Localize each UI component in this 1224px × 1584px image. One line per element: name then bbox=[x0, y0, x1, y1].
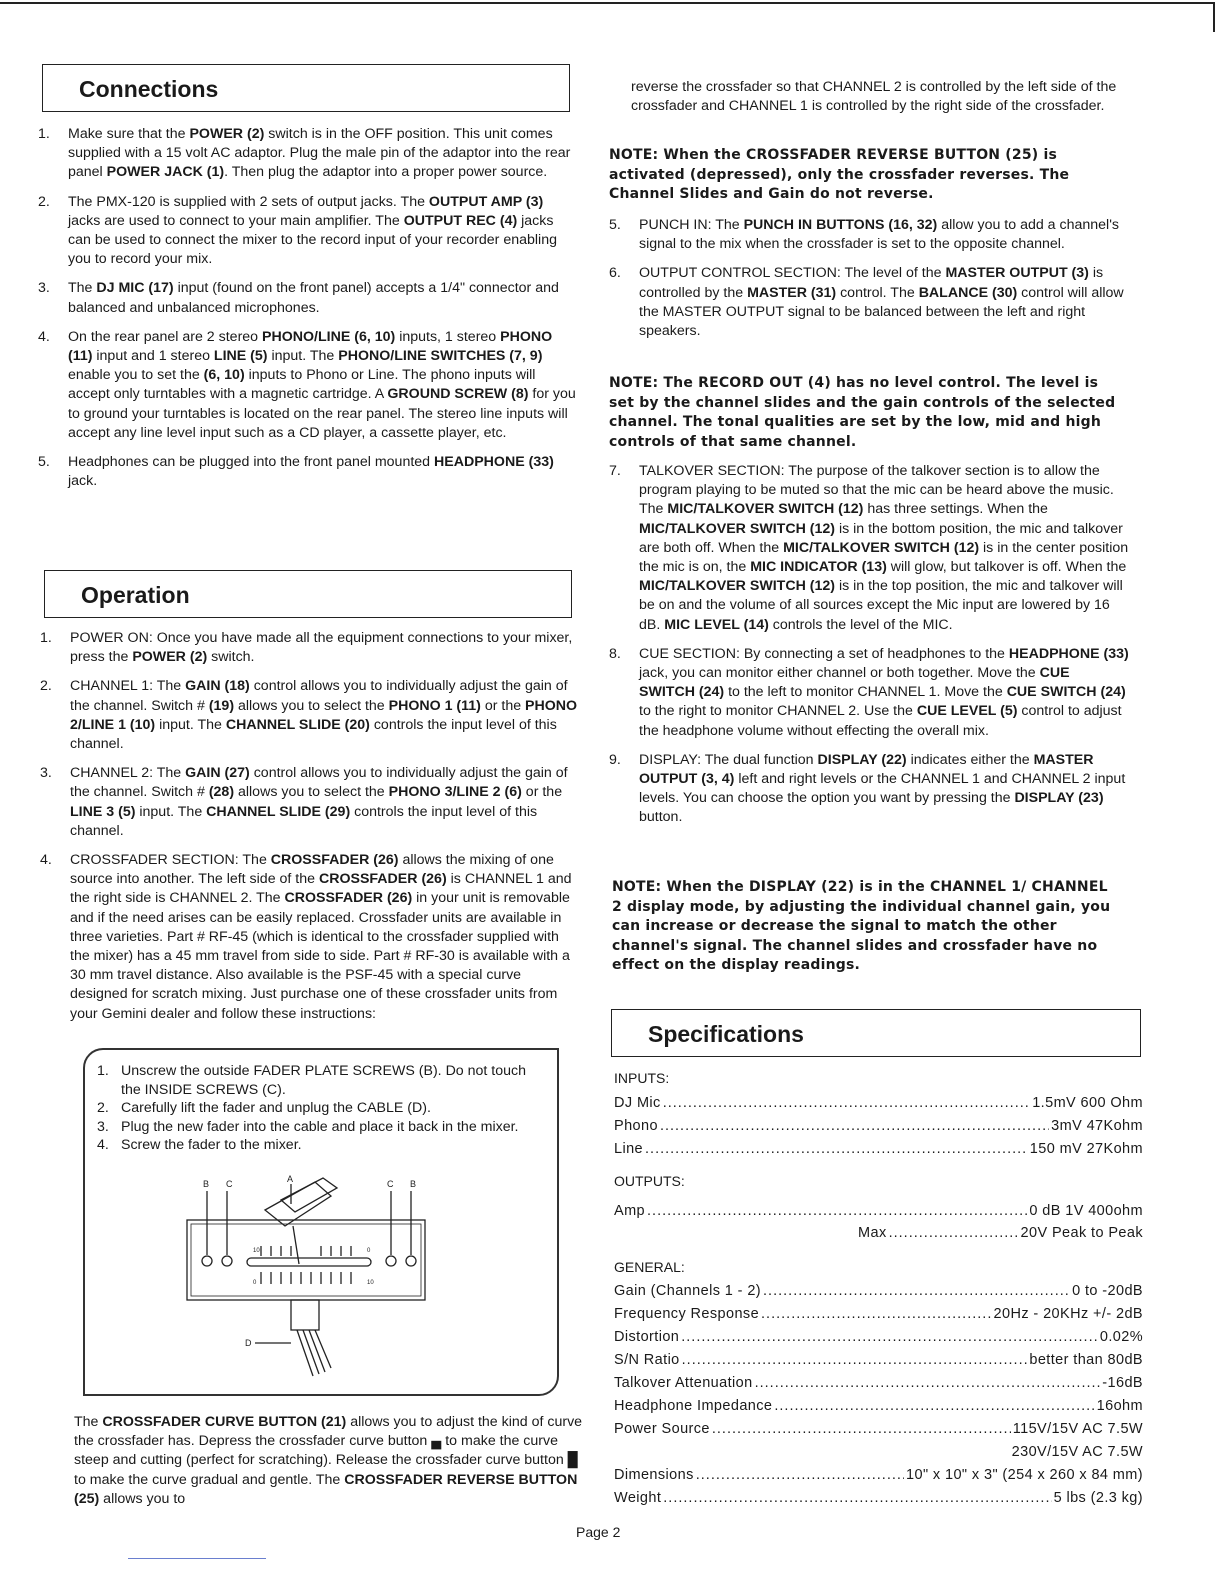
spec-name: Power Source bbox=[614, 1421, 710, 1437]
text-run: controls the level of the MIC. bbox=[768, 616, 953, 633]
connections-item bbox=[38, 125, 578, 183]
text-run: inputs to Phono or Line. The phono inputs will accept only turntables with a magnetic cartridge. A bbox=[68, 367, 536, 403]
spec-value: 16ohm bbox=[1096, 1398, 1143, 1414]
text-run: control allows you to individually adjust the gain of the channel. Switch # bbox=[70, 765, 568, 801]
spec-value: 1.5mV 600 Ohm bbox=[1032, 1095, 1143, 1111]
bold-term: PHONO (11) bbox=[68, 328, 553, 365]
spec-row bbox=[614, 1117, 1143, 1136]
specifications-heading bbox=[611, 1009, 1141, 1057]
spec-name: Headphone Impedance bbox=[614, 1398, 773, 1414]
text-run: jacks are used to connect to your main amplifier. The bbox=[68, 212, 404, 229]
spec-name: DJ Mic bbox=[614, 1095, 661, 1111]
outputs-label: OUTPUTS: bbox=[614, 1173, 685, 1189]
text-run: will glow, but talkover is off. When the bbox=[886, 559, 1127, 576]
text-run: input (found on the front panel) accepts a 1/4" connector and balanced and unbalanced microphones. bbox=[68, 280, 559, 316]
operation-item bbox=[40, 764, 580, 841]
step-text: Screw the fader to the mixer. bbox=[121, 1137, 302, 1153]
bold-term: MASTER OUTPUT (3, 4) bbox=[639, 751, 1094, 788]
bold-term: GAIN (27) bbox=[185, 765, 250, 782]
text-run: The PMX-120 is supplied with 2 sets of output jacks. The bbox=[68, 193, 429, 210]
spec-row bbox=[614, 1397, 1143, 1416]
bold-term: PHONO/LINE SWITCHES (7, 9) bbox=[338, 348, 543, 365]
spec-name: Frequency Response bbox=[614, 1306, 760, 1322]
text-run: CROSSFADER SECTION: The bbox=[70, 852, 271, 869]
dot-leader bbox=[682, 1351, 1028, 1370]
bottom-link-rule bbox=[128, 1558, 266, 1559]
bold-term: CHANNEL SLIDE (29) bbox=[206, 803, 351, 820]
bold-term: PHONO/LINE (6, 10) bbox=[262, 328, 396, 345]
spec-value: 10" x 10" x 3" (254 x 260 x 84 mm) bbox=[906, 1467, 1143, 1483]
bold-term: CROSSFADER (26) bbox=[318, 871, 447, 888]
screw-b-right bbox=[406, 1256, 416, 1266]
note-record-out: NOTE: The RECORD OUT (4) has no level control. The level is set by the channel slides and the gain controls of the selected channel. The tonal qualities are set by the low, mid and high controls of that same channel. bbox=[609, 375, 1116, 450]
operation-list bbox=[40, 629, 580, 1034]
connections-title: Connections bbox=[79, 76, 219, 102]
operation-item bbox=[40, 629, 580, 667]
dot-leader bbox=[647, 1202, 1027, 1221]
text-run: control allows you to individually adjust the gain of the channel. Switch # bbox=[70, 678, 568, 714]
text-run: control. The bbox=[836, 284, 919, 301]
label-10-left: 10 bbox=[253, 1248, 260, 1254]
text-run: DISPLAY: The dual function bbox=[639, 751, 818, 768]
text-run: On the rear panel are 2 stereo bbox=[68, 328, 263, 345]
bold-term: CROSSFADER CURVE BUTTON (21) bbox=[102, 1414, 347, 1430]
text-run: TALKOVER SECTION: The purpose of the talkover section is to allow the program playing to be muted so that the mic can be heard above the music. The bbox=[639, 463, 1114, 518]
text-run: to make the curve steep and cutting (perfect for scratching). Release the crossfader curve button bbox=[74, 1433, 568, 1469]
bold-term: HEADPHONE (33) bbox=[434, 454, 554, 471]
operation-item bbox=[609, 751, 1129, 828]
text-run: enable you to set the bbox=[68, 367, 204, 384]
dot-leader bbox=[712, 1420, 1011, 1439]
specifications-title: Specifications bbox=[648, 1021, 804, 1047]
text-run: Make sure that the bbox=[68, 126, 190, 142]
text-run: is controlled by the bbox=[639, 265, 1104, 301]
text-run: input and 1 stereo bbox=[92, 348, 214, 365]
text-run: indicates either the bbox=[906, 751, 1034, 768]
text-run: to make the curve gradual and gentle. The bbox=[74, 1471, 345, 1488]
dot-leader bbox=[663, 1489, 1051, 1508]
bold-term: GAIN (18) bbox=[185, 678, 250, 695]
label-b-left: B bbox=[203, 1179, 210, 1189]
note-crossfader-reverse: NOTE: When the CROSSFADER REVERSE BUTTON (25) is activated (depressed), only the crossfader reverses. The Channel Slides and Gain do not reverse. bbox=[609, 147, 1070, 202]
item-number: 2. bbox=[38, 193, 50, 210]
screw-b-left bbox=[202, 1256, 212, 1266]
bold-term: HEADPHONE (33) bbox=[1008, 645, 1129, 662]
connections-item bbox=[38, 328, 578, 443]
screw-c-right bbox=[386, 1256, 396, 1266]
bold-term: CROSSFADER (26) bbox=[270, 852, 399, 869]
item-number: 6. bbox=[609, 265, 621, 282]
spec-name: S/N Ratio bbox=[614, 1352, 680, 1368]
inputs-label: INPUTS: bbox=[614, 1070, 670, 1086]
dot-leader bbox=[761, 1305, 992, 1324]
step-number: 4. bbox=[97, 1137, 109, 1153]
text-run: control to adjust the headphone volume without effecting the overall mix. bbox=[639, 703, 1122, 739]
label-c-right: C bbox=[387, 1179, 394, 1189]
text-run: to the right to monitor CHANNEL 2. Use the bbox=[639, 703, 917, 720]
spec-value: 20V Peak to Peak bbox=[1020, 1225, 1143, 1241]
item-number: 2. bbox=[40, 678, 52, 695]
bold-term: CUE LEVEL (5) bbox=[916, 703, 1018, 720]
spec-row bbox=[614, 1466, 1143, 1485]
label-0-right: 0 bbox=[367, 1248, 371, 1254]
spec-value: 5 lbs (2.3 kg) bbox=[1053, 1490, 1143, 1506]
bold-term: PHONO 1 (11) bbox=[388, 697, 481, 714]
spec-name: Distortion bbox=[614, 1329, 680, 1345]
text-run: jack, you can monitor either channel or both together. Move the bbox=[639, 665, 1040, 682]
operation-list-continued-2 bbox=[609, 462, 1129, 838]
text-run: is in the top position, the mic and talkover will be on and the volume of all sources except the Mic input are lowered by 16 dB. bbox=[639, 578, 1123, 633]
connections-heading bbox=[42, 64, 570, 112]
spec-value: 0 to -20dB bbox=[1072, 1283, 1143, 1299]
operation-item bbox=[40, 677, 580, 754]
text-run: is CHANNEL 1 and the right side is CHANNEL 2. The bbox=[70, 871, 572, 907]
bold-term: POWER (2) bbox=[132, 649, 208, 666]
text-run: allow you to add a channel's signal to the mix when the crossfader is set to the opposite channel. bbox=[639, 217, 1120, 253]
cable-wires bbox=[297, 1330, 331, 1376]
spec-row bbox=[614, 1282, 1143, 1301]
item-number: 8. bbox=[609, 645, 621, 662]
bold-term: ▄ bbox=[431, 1433, 442, 1450]
label-a-top: A bbox=[287, 1174, 294, 1184]
connections-item bbox=[38, 453, 578, 491]
note-display: NOTE: When the DISPLAY (22) is in the CHANNEL 1/ CHANNEL 2 display mode, by adjusting the individual channel gain, you can increase or decrease the signal to match the other channel's signal. The channel slides and crossfader have no effect on the display readings. bbox=[612, 879, 1111, 973]
spec-name: Max bbox=[858, 1225, 887, 1241]
cable-connector bbox=[291, 1300, 319, 1330]
connections-item bbox=[38, 193, 578, 270]
label-d: D bbox=[245, 1338, 252, 1348]
bold-term: LINE (5) bbox=[213, 348, 268, 365]
dot-leader bbox=[889, 1224, 1019, 1243]
dot-leader bbox=[763, 1282, 1070, 1301]
spec-value: 230V/15V AC 7.5W bbox=[1011, 1444, 1143, 1460]
operation-list-continued bbox=[609, 216, 1129, 351]
text-run: is in the center position the mic is on, the bbox=[639, 539, 1129, 576]
bold-term: DISPLAY (22) bbox=[817, 751, 907, 768]
dot-leader bbox=[660, 1117, 1049, 1136]
bold-term: PUNCH IN BUTTONS (16, 32) bbox=[743, 217, 938, 233]
text-run: switch is in the OFF position. This unit comes supplied with a 15 volt AC adaptor. Plug the male pin of the adaptor into the rear panel bbox=[68, 126, 571, 181]
text-run: input. The bbox=[135, 803, 207, 820]
screw-c-left bbox=[222, 1256, 232, 1266]
text-run: POWER ON: Once you have made all the equipment connections to your mixer, press the bbox=[70, 630, 573, 666]
bold-term: MIC/TALKOVER SWITCH (12) bbox=[667, 501, 864, 518]
spec-row bbox=[858, 1224, 1143, 1243]
operation-title: Operation bbox=[81, 582, 190, 608]
text-run: allows you to bbox=[99, 1490, 186, 1507]
operation-item bbox=[40, 851, 580, 1024]
spec-row bbox=[614, 1420, 1143, 1439]
item-number: 3. bbox=[38, 280, 50, 297]
bold-term: GROUND SCREW (8) bbox=[387, 386, 529, 403]
spec-row bbox=[614, 1305, 1143, 1324]
text-run: CHANNEL 2: The bbox=[70, 765, 186, 782]
bold-term: CUE SWITCH (24) bbox=[639, 665, 1070, 701]
text-run: The bbox=[68, 280, 97, 297]
text-run: left and right levels or the CHANNEL 1 and CHANNEL 2 input levels. You can choose the option you want by pressing the bbox=[639, 771, 1126, 807]
bold-term: MIC INDICATOR (13) bbox=[750, 559, 887, 576]
spec-value: -16dB bbox=[1102, 1375, 1143, 1391]
spec-name: Line bbox=[614, 1141, 644, 1157]
bold-term: LINE 3 (5) bbox=[70, 803, 136, 820]
scale-top-ticks bbox=[261, 1246, 351, 1256]
spec-row bbox=[614, 1489, 1143, 1508]
item-number: 4. bbox=[38, 328, 50, 345]
connections-list bbox=[38, 125, 578, 501]
spec-row bbox=[614, 1140, 1143, 1159]
crossfader-diagram bbox=[85, 1050, 561, 1398]
spec-value: better than 80dB bbox=[1029, 1352, 1143, 1368]
step-number: 1. bbox=[97, 1063, 109, 1079]
item-number: 7. bbox=[609, 463, 621, 479]
text-run: allows the mixing of one source into another. The left side of the bbox=[70, 852, 554, 888]
text-run: allows you to select the bbox=[234, 784, 389, 801]
bold-term: MASTER (31) bbox=[747, 284, 837, 301]
crossfader-instructions-box bbox=[83, 1048, 559, 1396]
text-run: Headphones can be plugged into the front panel mounted bbox=[68, 454, 435, 471]
operation-item bbox=[609, 462, 1129, 635]
text-run: control will allow the MASTER OUTPUT signal to be balanced between the left and right speakers. bbox=[639, 284, 1124, 340]
item-number: 4. bbox=[40, 852, 52, 869]
bold-term: MIC/TALKOVER SWITCH (12) bbox=[639, 520, 835, 537]
bold-term: POWER (2) bbox=[189, 126, 265, 142]
item-number: 9. bbox=[609, 751, 621, 768]
spec-value: 0 dB 1V 400ohm bbox=[1029, 1203, 1143, 1219]
text-run: to the left to monitor CHANNEL 1. Move the bbox=[724, 684, 1007, 701]
page-number: Page 2 bbox=[576, 1524, 621, 1540]
text-run: is in the bottom position, the mic and talkover are both off. When the bbox=[639, 520, 1123, 556]
dot-leader bbox=[645, 1140, 1028, 1159]
spec-value: 20Hz - 20KHz +/- 2dB bbox=[993, 1306, 1143, 1322]
bold-term: (19) bbox=[208, 697, 235, 714]
bold-term: (6, 10) bbox=[203, 367, 245, 384]
bold-term: PHONO 2/LINE 1 (10) bbox=[70, 697, 578, 733]
text-run: PUNCH IN: The bbox=[639, 217, 744, 233]
spec-name: Weight bbox=[614, 1490, 662, 1506]
spec-name: Phono bbox=[614, 1118, 658, 1134]
connections-item bbox=[38, 279, 578, 317]
bold-term: (28) bbox=[208, 784, 235, 801]
spec-row bbox=[614, 1094, 1143, 1113]
spec-name: Dimensions bbox=[614, 1467, 694, 1483]
bold-term: DISPLAY (23) bbox=[1014, 790, 1104, 807]
label-10-right: 10 bbox=[367, 1280, 374, 1286]
text-run: jack. bbox=[68, 473, 98, 490]
item-number: 3. bbox=[40, 765, 52, 782]
operation-item bbox=[609, 216, 1129, 254]
operation-item bbox=[609, 264, 1129, 341]
spec-name: Gain (Channels 1 - 2) bbox=[614, 1283, 762, 1299]
dot-leader bbox=[755, 1374, 1101, 1393]
text-run: CHANNEL 1: The bbox=[70, 678, 186, 695]
spec-value: 0.02% bbox=[1099, 1329, 1143, 1345]
operation-heading bbox=[44, 570, 572, 618]
text-run: or the bbox=[480, 697, 526, 714]
step-number: 3. bbox=[97, 1118, 109, 1135]
step-text: Plug the new fader into the cable and place it back in the mixer. bbox=[121, 1118, 519, 1135]
text-run: input. The bbox=[155, 716, 226, 733]
label-0-left: 0 bbox=[253, 1280, 257, 1286]
bold-term: OUTPUT AMP (3) bbox=[428, 193, 544, 210]
text-run: switch. bbox=[207, 649, 255, 666]
spec-row bbox=[614, 1328, 1143, 1347]
step-number: 2. bbox=[97, 1100, 109, 1116]
text-run: or the bbox=[521, 784, 563, 801]
dot-leader bbox=[681, 1328, 1098, 1347]
label-b-right: B bbox=[410, 1179, 417, 1189]
spec-value: 3mV 47Kohm bbox=[1051, 1118, 1143, 1134]
bold-term: MASTER OUTPUT (3) bbox=[945, 265, 1089, 282]
bold-term: CHANNEL SLIDE (20) bbox=[225, 716, 370, 733]
bold-term: █ bbox=[567, 1452, 578, 1469]
text-run: inputs, 1 stereo bbox=[395, 328, 501, 345]
spec-row bbox=[614, 1202, 1143, 1221]
spec-row bbox=[614, 1443, 1143, 1462]
step-text: Carefully lift the fader and unplug the CABLE (D). bbox=[121, 1100, 431, 1116]
text-run: allows you to select the bbox=[234, 697, 389, 714]
item-number: 1. bbox=[38, 126, 50, 142]
item-number: 1. bbox=[40, 630, 52, 646]
spec-name: Talkover Attenuation bbox=[614, 1375, 753, 1391]
scale-bottom-ticks bbox=[261, 1272, 351, 1284]
crossfader-curve-paragraph bbox=[74, 1413, 584, 1509]
item-number: 5. bbox=[609, 217, 621, 233]
bold-term: CUE SWITCH (24) bbox=[1006, 684, 1126, 701]
text-run: controls the input level of this channel. bbox=[70, 716, 557, 753]
operation-item bbox=[609, 645, 1129, 741]
text-run: has three settings. When the bbox=[863, 501, 1048, 518]
text-run: input. The bbox=[267, 348, 339, 365]
item-number: 5. bbox=[38, 454, 50, 471]
text-run: The bbox=[74, 1414, 103, 1430]
general-label: GENERAL: bbox=[614, 1259, 685, 1275]
dot-leader bbox=[696, 1466, 904, 1485]
text-run: CUE SECTION: By connecting a set of headphones to the bbox=[639, 645, 1009, 662]
bold-term: OUTPUT REC (4) bbox=[403, 212, 518, 229]
text-run: jacks can be used to connect the mixer to the record input of your recorder enabling you to record your mix. bbox=[68, 212, 557, 268]
bold-term: MIC/TALKOVER SWITCH (12) bbox=[783, 539, 980, 556]
dot-leader bbox=[774, 1397, 1094, 1416]
spec-name: Amp bbox=[614, 1203, 646, 1219]
text-run: . Then plug the adaptor into a proper power source. bbox=[224, 164, 548, 181]
bold-term: MIC LEVEL (14) bbox=[664, 616, 769, 633]
spec-value: 150 mV 27Kohm bbox=[1029, 1141, 1143, 1157]
text-run: for you to ground your turntables is located on the rear panel. The stereo line inputs will accept any line level input such as a CD player, a cassette player, etc. bbox=[68, 386, 576, 441]
page-right-rule bbox=[1213, 2, 1215, 32]
text-run: controls the input level of this channel. bbox=[70, 803, 538, 839]
page-top-rule bbox=[0, 2, 1215, 4]
text-run: OUTPUT CONTROL SECTION: The level of the bbox=[639, 265, 946, 282]
bold-term: POWER JACK (1) bbox=[106, 164, 225, 181]
fader-slot bbox=[247, 1258, 371, 1266]
bold-term: MIC/TALKOVER SWITCH (12) bbox=[639, 578, 835, 595]
text-run: in your unit is removable and if the need arises can be easily replaced. Crossfader units are available in three varieties. Part # RF-45 (which is identical to the crossfader supplied with the mixer) has a 45 mm travel from side to side. Part # RF-30 is available with a 30 mm travel distance. Also available is the PSF-45 with a special curve designed for scratch mixing. Just purchase one of these crossfader units from your Gemini dealer and follow these instructions: bbox=[70, 890, 570, 1022]
bold-term: PHONO 3/LINE 2 (6) bbox=[388, 784, 522, 801]
bold-term: DJ MIC (17) bbox=[96, 280, 174, 297]
dot-leader bbox=[663, 1094, 1031, 1113]
bold-term: CROSSFADER (26) bbox=[284, 890, 413, 907]
text-run: allows you to adjust the kind of curve the crossfader has. Depress the crossfader curve button bbox=[74, 1414, 583, 1450]
step-text: Unscrew the outside FADER PLATE SCREWS (B). Do not touch the INSIDE SCREWS (C). bbox=[121, 1063, 527, 1098]
bold-term: BALANCE (30) bbox=[918, 284, 1018, 301]
bold-term: CROSSFADER REVERSE BUTTON (25) bbox=[74, 1471, 578, 1507]
text-run: button. bbox=[639, 809, 683, 826]
crossfader-reverse-continued: reverse the crossfader so that CHANNEL 2 is controlled by the left side of the crossfader and CHANNEL 1 is controlled by the right side of the crossfader. bbox=[631, 79, 1117, 115]
spec-row bbox=[614, 1374, 1143, 1393]
label-c-left: C bbox=[226, 1179, 233, 1189]
spec-row bbox=[614, 1351, 1143, 1370]
spec-value: 115V/15V AC 7.5W bbox=[1012, 1421, 1143, 1437]
